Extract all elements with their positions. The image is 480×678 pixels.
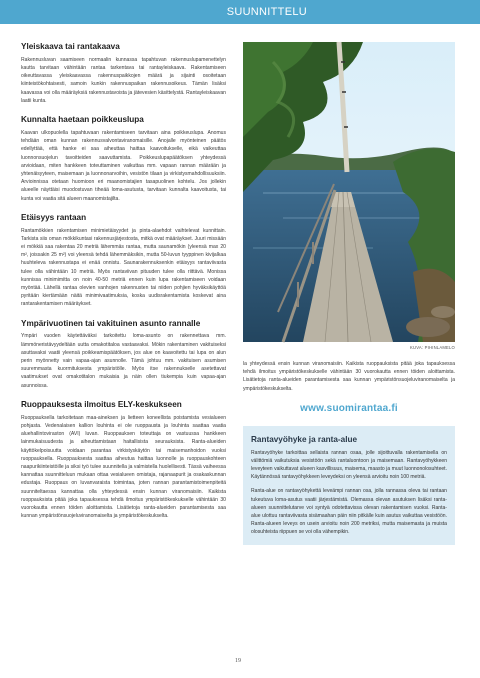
paragraph-continuation: la yhteydessä ensin kunnan viranomaisiin. Kaikista ruoppauksista pitää joka tapauksessa tehdä ilmoitus ympäristökeskukselle vähintään 30 vuorokautta ennen töiden aloittamista. Lisätietoja ranta-alueiden parantamisesta saa kunnan ympäristönsuojeluviranomaiselta ja ympäristökeskukselta. <box>243 361 455 392</box>
heading-poikkeuslupa: Kunnalta haetaan poikkeuslupa <box>21 115 144 125</box>
paragraph-ymparivuotinen: Ympäri vuoden käytettäväksi tarkoitettu loma-asunto on rakennettava mm. lämmöneristävyydeltään uutta omakotitaloa vastaavaksi. Mökin rakentaminen vakituiseksi asuttavaksi vaatii yleensä poikkeamispäätöksen, jos alue on kaavoitettu tai lupa on alun perin myönnetty vain vapaa-ajan asunnolle. Tämä johtuu mm. vakituisen asumisen suuremmasta kuormituksesta ympäristölle. Myös itse rakennukselle asetettavat vaatimukset ovat omakotitalon mukaisia ja näin ollen tiukempia kuin vapaa-ajan asunnoissa. <box>21 333 226 389</box>
infobox-paragraph-1: Rantavyöhyke tarkoittaa sellaista rannan osaa, jolle sijoittuvalla rakentamisella on välittömiä vaikutuksia vesistöön sekä rantaluontoon ja maisemaan. Rantavyöhykkeen leveyteen vaikuttavat alueen kasvillisuus, maisema, maasto ja muut luonnonolosuhteet. Käytännössä rantavyöhykkeen leveydeksi on yleensä arvioitu noin 100 metriä. <box>251 449 447 481</box>
paragraph-etaisyys: Rantamökkien rakentamisen minimietäisyydet ja pinta-alaehdot vaihtelevat kunnittain. Tarkista siis oman mökkikuntasi rakennusjärjestosta, mitkä ovat määräykset. Juuri missään ei mökkiä saa rakentaa 20 metriä lähemmäs rantaa, mutta saunamökin (yleensä max 20 m², joissakin 25 m²) voi yleensä tehdä lähemmäksikin, mutta 50-luvun tyyppinen kivijalkaa huuhteleva rakennustapa ei enää onnistu. Saunarakennuksenkin etäisyys rantaviivasta tulee olla vähintään 10 metriä. Myös rantaviivan pituuden tulee olla riittävä. Monissa kunnissa minimimitta on noin 40-50 metriä ennen kuin lupa rakentamiseen voidaan myöntää. Lähellä rantaa olevien vanhojen rakennusten tai niiden pohjien hyväksikäyttöä pyritään kiertämään näitä minimivaatimuksia, koska uudisrakentamista koskevat aina rantarakentamisen määräykset. <box>21 227 226 308</box>
website-link[interactable]: www.suomirantaa.fi <box>300 402 398 414</box>
section-title: SUUNNITTELU <box>226 6 307 18</box>
photo-credit: KUVA: PIHINLAMELO <box>410 345 455 350</box>
left-column <box>21 42 226 520</box>
right-column <box>243 42 455 545</box>
section-header-band <box>0 0 480 24</box>
heading-etaisyys: Etäisyys rantaan <box>21 212 87 222</box>
heading-ymparivuotinen: Ympärivuotinen tai vakituinen asunto rannalle <box>21 318 201 328</box>
lake-pier-photo <box>243 42 455 342</box>
heading-yleiskaava: Yleiskaava tai rantakaava <box>21 42 120 51</box>
infobox-paragraph-2: Ranta-alue on rantavyöhykettä leveämpi rannan osa, jolla rannassa oleva tai rantaan tukeutuva loma-asutus vaatii järjestämistä. Olemassa olevan asutuksen lisäksi ranta-alueen suunnittelutarve voi syntyä odotettavissa olevan rakentamisen vuoksi. Ranta-alue ulottuu rantaviivasta sisämaahan päin niin pitkälle kuin asutus vaikuttaa vesistöön. Ranta-alueen leveys on usein arvioitu noin 200 metriksi, mutta maisemasta ja muista olosuhteista riippuen se voi olla vähempikin. <box>251 488 447 536</box>
paragraph-yleiskaava: Rakennusluvan saamiseen normaalin kunnassa tapahtuvan rakennuslupamenettelyn kautta tarvitaan vähintään rantaa tarkentava tai rantayleiskaava. Rakentamiseen oikeuttavassa yleiskaavassa rakennuspaikkojen määrä ja sijainti osoitetaan kiinteistökohtaisesti, samoin kunkin rakennuspaikan rakennusoikeus. Tämän lisäksi kaavassa voi olla määräyksiä rakennustavoista ja jätevesien käsittelystä. Rantayleiskaavan laatii kunta. <box>21 56 226 104</box>
infobox-heading: Rantavyöhyke ja ranta-alue <box>251 434 358 444</box>
paragraph-ruoppaus: Ruoppauksella tarkoitetaan maa-aineksen ja lietteen koneellista poistamista vesialueen pohjasta. Vedenalaisen kallion louhinta ei ole ruoppausta ja louhinta saattaa vaatia aluehallintoviraston (AVI) luvan. Ruoppauksen toteuttaja on vastuussa hankkeen lainmukaisuudesta ja aiheuttamistaan haitallisista seurauksista. Ranta-alueiden käyttökelpoisuutta voidaan parantaa virkistyskäytön tai maisemanhoidon vuoksi ruoppauksella. Ruoppauksesta saattaa aiheutua haittaa luonnolle ja ruoppauskohteen naapurikiinteistöille ja siksi työ tulee suunnitella ja valmistella huolellisesti. Tässä vaiheessa kannattaa suunnitteluun mukaan ottaa vesialueen omistaja, rajanaapurit ja osakaskunnan edustaja. Ruoppaus on luvanvaraista toimintaa, joten rannan parantamistoimenpiteitä suunniteltaessa kannattaa olla yhteydessä ensin kunnan viranomaisiin. Kaikista ruoppauksista pitää joka tapauksessa tehdä ilmoitus ympäristökeskukselle vähintään 30 vuorokautta ennen töiden aloittamista. Lisätietoja ranta-alueiden parantamisesta saa kunnan ympäristönsuojeluviranomaiselta ja ympäristökeskukselta. <box>21 414 226 520</box>
paragraph-poikkeuslupa: Kaavan ulkopuolella tapahtuvaan rakentamiseen tarvitaan aina poikkeuslupa. Anomus tehdään oman kunnan rakennusvalvontaviranomaisille. Anojalle myönteinen päätös edellyttää, että hanke ei saa aiheuttaa haittaa kaavoitukselle, eikä vaikeuttaa luonnonsuojelun tavoitteiden saavuttamista. Poikkeuslupapäätöksen yhteydessä arvioidaan, miten hankkeen toteuttaminen vaikuttaa mm. vapaan rannan määrään ja yhtenäisyyteen, maisemaan ja luonnonarvoihin, vesistön tilaan ja virkistysmahdollisuuksiin. Arvioinnissa otetaan huomioon eri maanomistajien tasapuolinen kohtelu. Jos jollekin alueelle näyttäisi muodostuvan tiheää loma-asutusta, tarvitaan kunnalta kaavoitusta, tai kunta voi vaatia sitä alueen maanomistajilta. <box>21 129 226 202</box>
lake-pier-illustration <box>243 42 455 342</box>
heading-ruoppaus: Ruoppauksesta ilmoitus ELY-keskukseen <box>21 399 182 409</box>
page-number: 19 <box>235 658 241 664</box>
info-box-rantavyohyke <box>243 426 455 545</box>
